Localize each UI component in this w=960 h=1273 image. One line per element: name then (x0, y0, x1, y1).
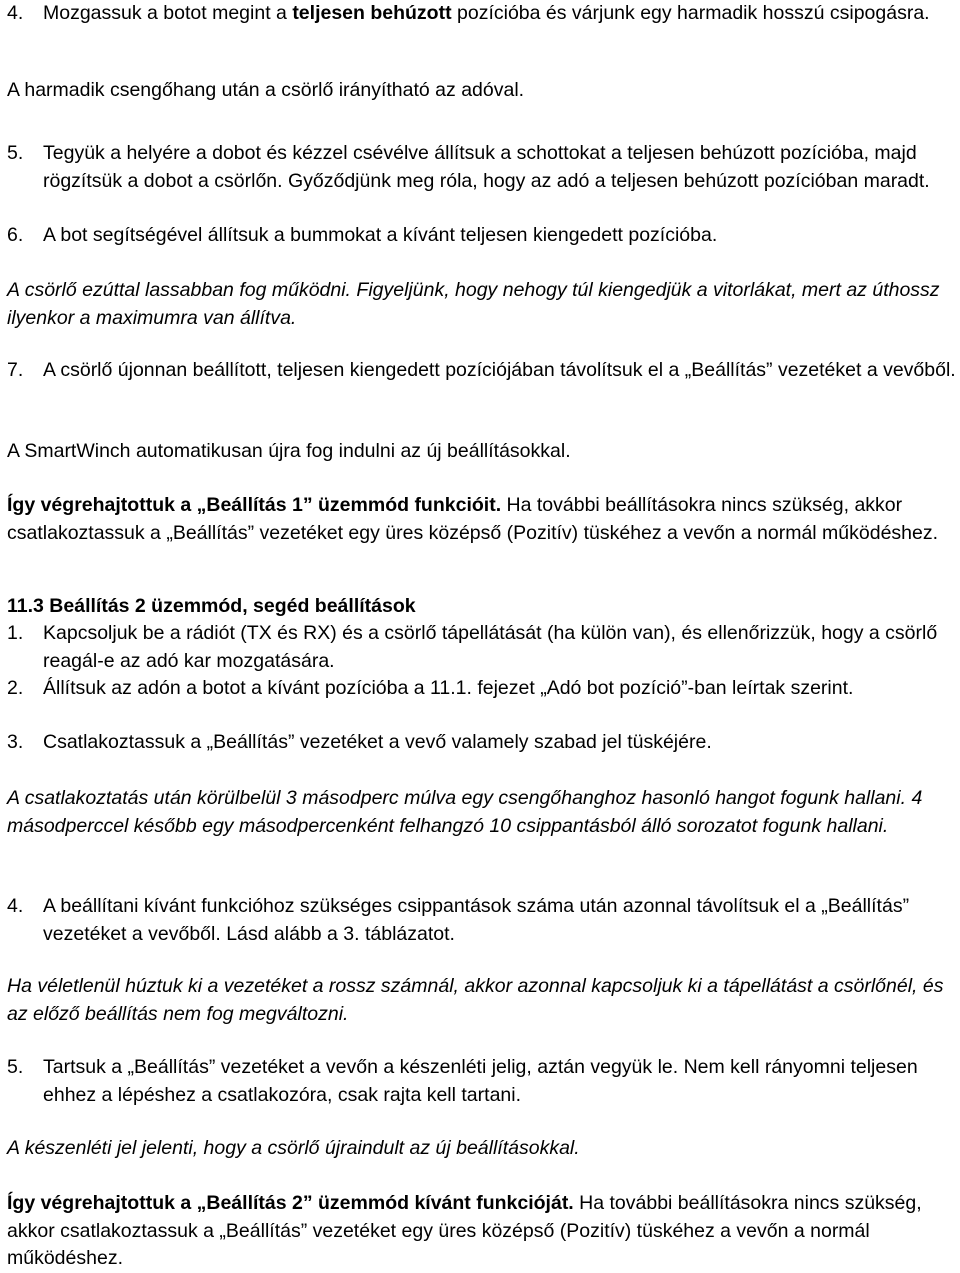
mode2-step-2: 2. Állítsuk az adón a botot a kívánt pozícióba a 11.1. fejezet „Adó bot pozíció”-ban leírtak szerint. (7, 675, 958, 703)
step-number: 6. (7, 224, 24, 246)
note-restart: A SmartWinch automatikusan újra fog indulni az új beállításokkal. (7, 440, 571, 462)
mode2-step-5: 5. Tartsuk a „Beállítás” vezetéket a vevőn a készenléti jelig, aztán vegyük le. Nem kell rányomni teljesen ehhez a lépéshez a csatlakozóra, csak rajta kell tartani. (7, 1056, 918, 1106)
step-number: 7. (7, 359, 24, 381)
step-6-booms: 6. A bot segítségével állítsuk a bummokat a kívánt teljesen kiengedett pozícióba. (7, 222, 958, 250)
step-number: 4. (7, 2, 24, 24)
section-heading: 11.3 Beállítás 2 üzemmód, segéd beállítások (7, 595, 416, 617)
summary-mode-1: Így végrehajtottuk a „Beállítás 1” üzemmód funkcióit. Ha további beállításokra nincs szükség, akkor csatlakoztassuk a „Beállítás” vezetéket egy üres középső (Pozitív) tüskéhez a vevőn a normál működéshez. (7, 494, 939, 544)
step-number: 3. (7, 731, 24, 753)
summary-bold: Így végrehajtottuk a „Beállítás 1” üzemmód funkcióit. (7, 494, 502, 516)
step-5-drum: 5. Tegyük a helyére a dobot és kézzel csévélve állítsuk a schottokat a teljesen behúzott pozícióba, majd rögzítsük a dobot a csörlőn. Győződjünk meg róla, hogy az adó a teljesen behúzott pozícióban maradt. (7, 142, 930, 192)
step-number: 1. (7, 622, 24, 644)
step-4-teljesen-behuzott: 4. Mozgassuk a botot megint a teljesen behúzott pozícióba és várjunk egy harmadik hosszú csipogásra. (7, 0, 958, 28)
note-third-chime: A harmadik csengőhang után a csörlő irányítható az adóval. (7, 79, 525, 101)
emphasis-text: teljesen behúzott (292, 2, 452, 24)
mode2-step-4: 4. A beállítani kívánt funkcióhoz szükséges csippantások száma után azonnal távolítsuk el a „Beállítás” vezetéket a vevőből. Lásd alább a 3. táblázatot. (7, 895, 910, 945)
note-after-connect: A csatlakoztatás után körülbelül 3 másodperc múlva egy csengőhanghoz hasonló hangot fogunk hallani. 4 másodperccel később egy másodpercenként felhangzó 10 csippantásból álló sorozatot fogunk hallani. (7, 787, 923, 837)
note-wrong-number: Ha véletlenül húztuk ki a vezetéket a rossz számnál, akkor azonnal kapcsoljuk ki a tápellátást a csörlőnél, és az előző beállítás nem fog megváltozni. (7, 975, 944, 1025)
mode2-step-1: 1. Kapcsoljuk be a rádiót (TX és RX) és a csörlő tápellátását (ha külön van), és ellenőrizzük, hogy a csörlő reagál-e az adó kar mozgatására. (7, 622, 938, 672)
summary-mode-2: Így végrehajtottuk a „Beállítás 2” üzemmód kívánt funkcióját. Ha további beállításokra nincs szükség, akkor csatlakoztassuk a „Beállítás” vezetéket egy üres középső (Pozitív) tüskéhez a vevőn a normál működéshez. (7, 1192, 922, 1269)
note-slower-winch: A csörlő ezúttal lassabban fog működni. Figyeljünk, hogy nehogy túl kiengedjük a vitorlákat, mert az úthossz ilyenkor a maximumra van állítva. (7, 279, 940, 329)
step-number: 5. (7, 1056, 24, 1078)
step-number: 4. (7, 895, 24, 917)
mode2-step-3: 3. Csatlakoztassuk a „Beállítás” vezetéket a vevő valamely szabad jel tüskéjére. (7, 729, 958, 757)
step-7-remove-lead: 7. A csörlő újonnan beállított, teljesen kiengedett pozíciójában távolítsuk el a „Beállítás” vezetéket a vevőből. (7, 357, 958, 385)
note-standby: A készenléti jel jelenti, hogy a csörlő újraindult az új beállításokkal. (7, 1137, 580, 1159)
step-number: 2. (7, 677, 24, 699)
step-number: 5. (7, 142, 24, 164)
summary-bold: Így végrehajtottuk a „Beállítás 2” üzemmód kívánt funkcióját. (7, 1192, 574, 1214)
